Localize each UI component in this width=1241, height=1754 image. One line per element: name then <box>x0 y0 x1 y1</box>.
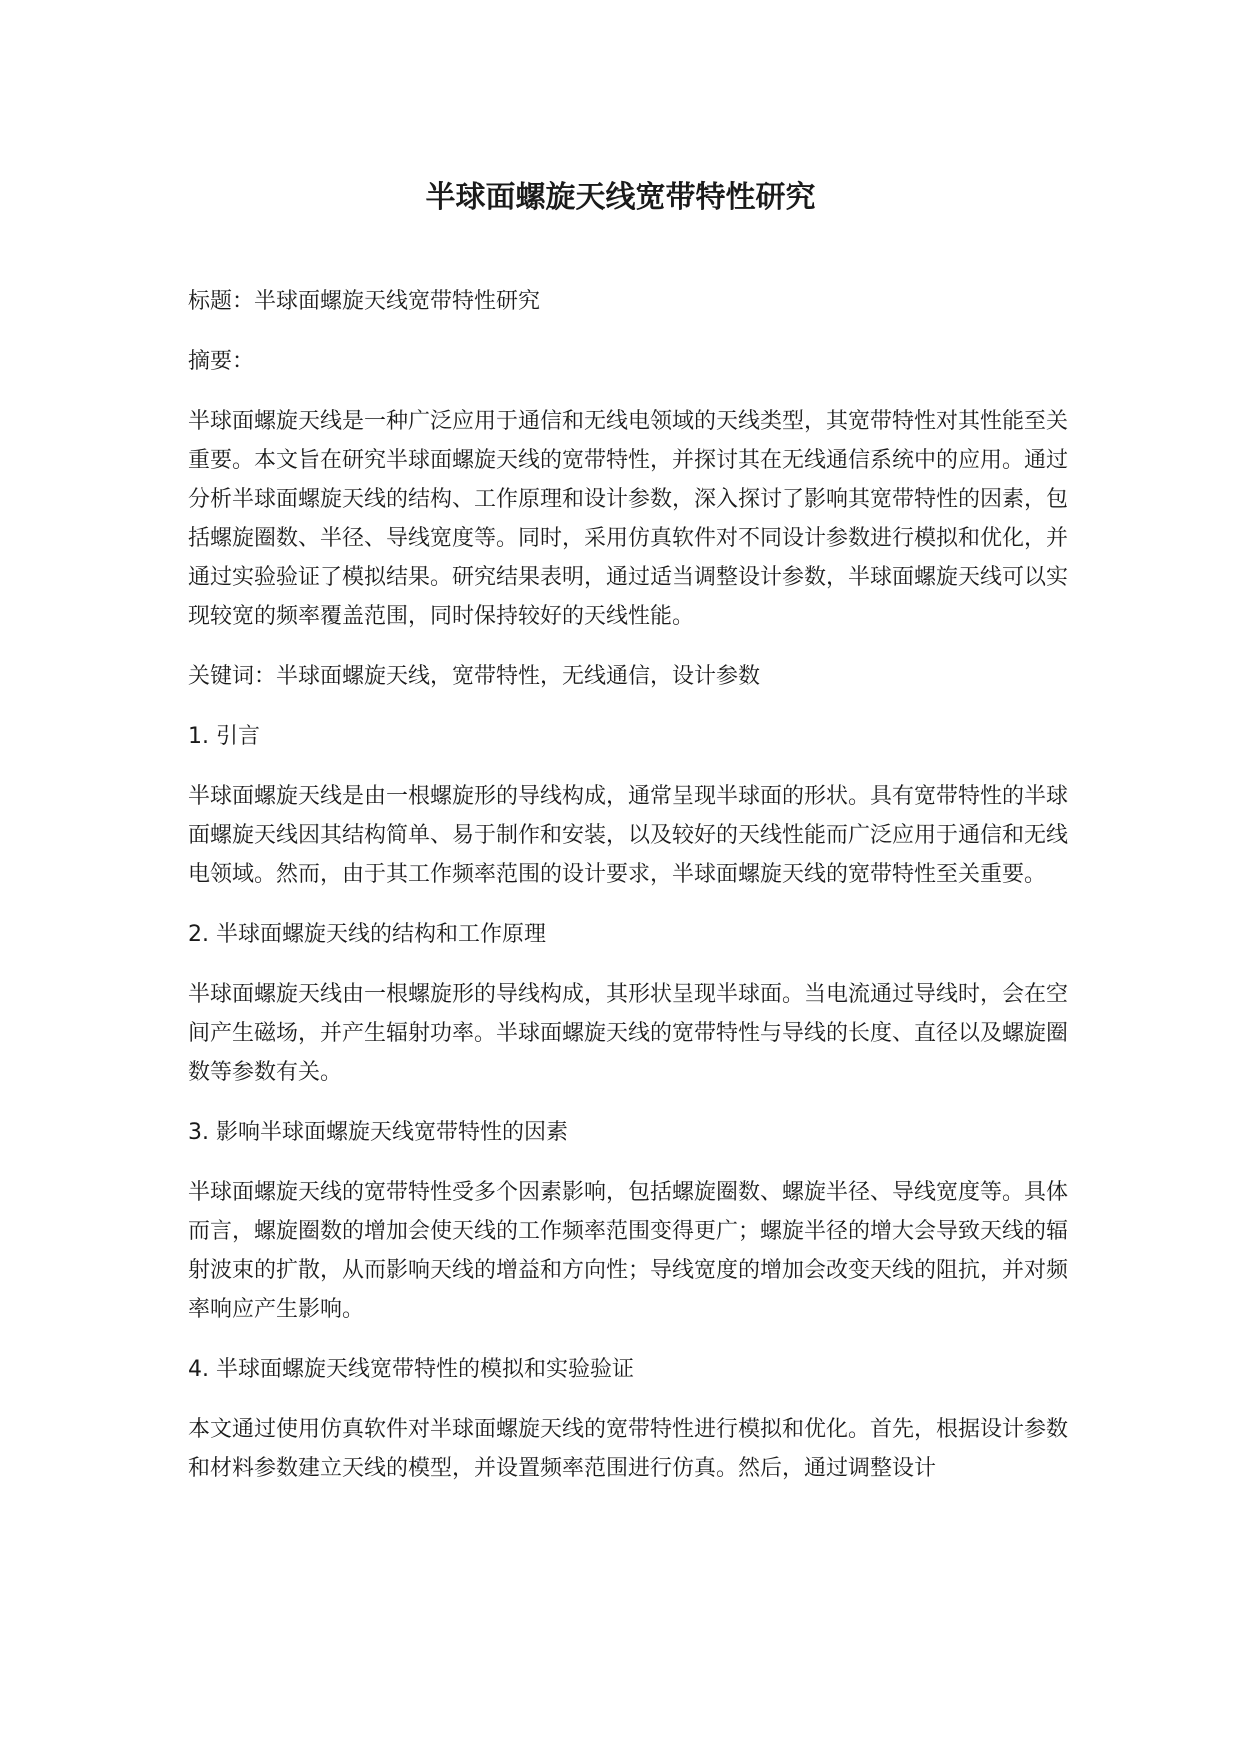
section-paragraph-introduction: 半球面螺旋天线是由一根螺旋形的导线构成，通常呈现半球面的形状。具有宽带特性的半球面螺旋天线因其结构简单、易于制作和安装，以及较好的天线性能而广泛应用于通信和无线电领域。然而，由于其工作频率范围的设计要求，半球面螺旋天线的宽带特性至关重要。 <box>188 784 1069 887</box>
keywords-line: 关键词：半球面螺旋天线，宽带特性，无线通信，设计参数 <box>188 664 761 689</box>
abstract-label: 摘要： <box>188 349 255 374</box>
section-paragraph-simulation: 本文通过使用仿真软件对半球面螺旋天线的宽带特性进行模拟和优化。首先，根据设计参数和材料参数建立天线的模型，并设置频率范围进行仿真。然后，通过调整设计 <box>188 1417 1069 1481</box>
section-paragraph-factors: 半球面螺旋天线的宽带特性受多个因素影响，包括螺旋圈数、螺旋半径、导线宽度等。具体而言，螺旋圈数的增加会使天线的工作频率范围变得更广；螺旋半径的增大会导致天线的辐射波束的扩散，从而影响天线的增益和方向性；导线宽度的增加会改变天线的阻抗，并对频率响应产生影响。 <box>188 1180 1069 1322</box>
section-paragraph-structure: 半球面螺旋天线由一根螺旋形的导线构成，其形状呈现半球面。当电流通过导线时，会在空间产生磁场，并产生辐射功率。半球面螺旋天线的宽带特性与导线的长度、直径以及螺旋圈数等参数有关。 <box>188 982 1069 1085</box>
document-body <box>188 282 1078 1509</box>
section-heading-structure: 2. 半球面螺旋天线的结构和工作原理 <box>188 922 546 947</box>
title-line: 标题：半球面螺旋天线宽带特性研究 <box>188 289 541 314</box>
section-heading-factors: 3. 影响半球面螺旋天线宽带特性的因素 <box>188 1120 568 1145</box>
document-title: 半球面螺旋天线宽带特性研究 <box>425 180 816 215</box>
abstract-paragraph: 半球面螺旋天线是一种广泛应用于通信和无线电领域的天线类型，其宽带特性对其性能至关重要。本文旨在研究半球面螺旋天线的宽带特性，并探讨其在无线通信系统中的应用。通过分析半球面螺旋天线的结构、工作原理和设计参数，深入探讨了影响其宽带特性的因素，包括螺旋圈数、半径、导线宽度等。同时，采用仿真软件对不同设计参数进行模拟和优化，并通过实验验证了模拟结果。研究结果表明，通过适当调整设计参数，半球面螺旋天线可以实现较宽的频率覆盖范围，同时保持较好的天线性能。 <box>188 409 1069 629</box>
section-heading-introduction: 1. 引言 <box>188 724 260 749</box>
section-heading-simulation: 4. 半球面螺旋天线宽带特性的模拟和实验验证 <box>188 1357 634 1382</box>
